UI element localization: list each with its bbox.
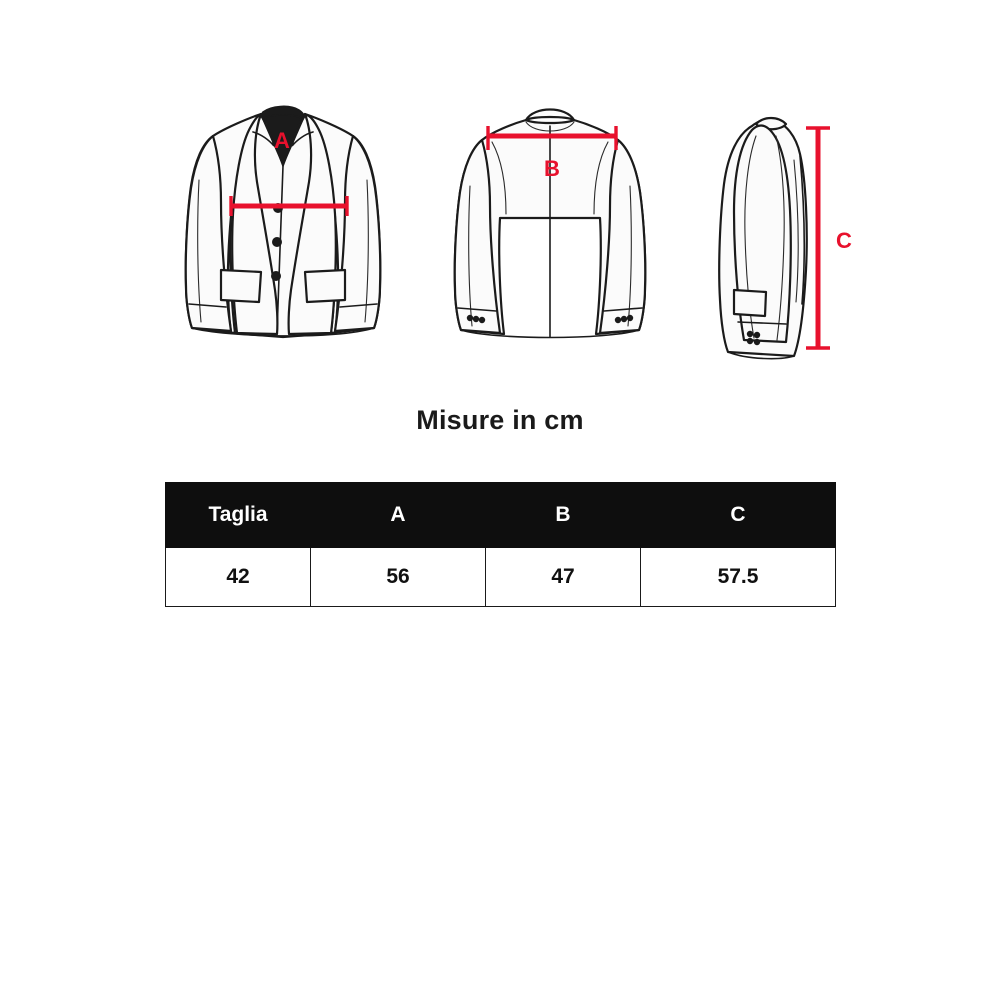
measurement-units-caption: Misure in cm (416, 405, 584, 435)
table-cell-a: 56 (311, 548, 486, 607)
measure-b-label: B (544, 156, 560, 181)
size-table (165, 482, 836, 607)
table-header-cell: A (311, 483, 486, 548)
table-header-cell: B (486, 483, 641, 548)
jacket-front-figure (165, 90, 405, 370)
measure-a-label: A (274, 128, 290, 153)
jacket-illustrations (0, 90, 1000, 390)
jacket-side-figure (690, 90, 890, 380)
measure-c (806, 128, 852, 348)
table-cell-size: 42 (166, 548, 311, 607)
measure-c-label: C (836, 228, 852, 253)
table-cell-c: 57.5 (641, 548, 836, 607)
jacket-front-svg (165, 90, 405, 370)
table-header-row (166, 483, 836, 548)
table-header-cell: C (641, 483, 836, 548)
jacket-side-svg (690, 90, 890, 380)
table-cell-b: 47 (486, 548, 641, 607)
jacket-back-figure (430, 90, 670, 370)
table-row (166, 548, 836, 607)
size-table-wrapper (165, 482, 835, 607)
jacket-back-svg (430, 90, 670, 370)
table-header-cell: Taglia (166, 483, 311, 548)
